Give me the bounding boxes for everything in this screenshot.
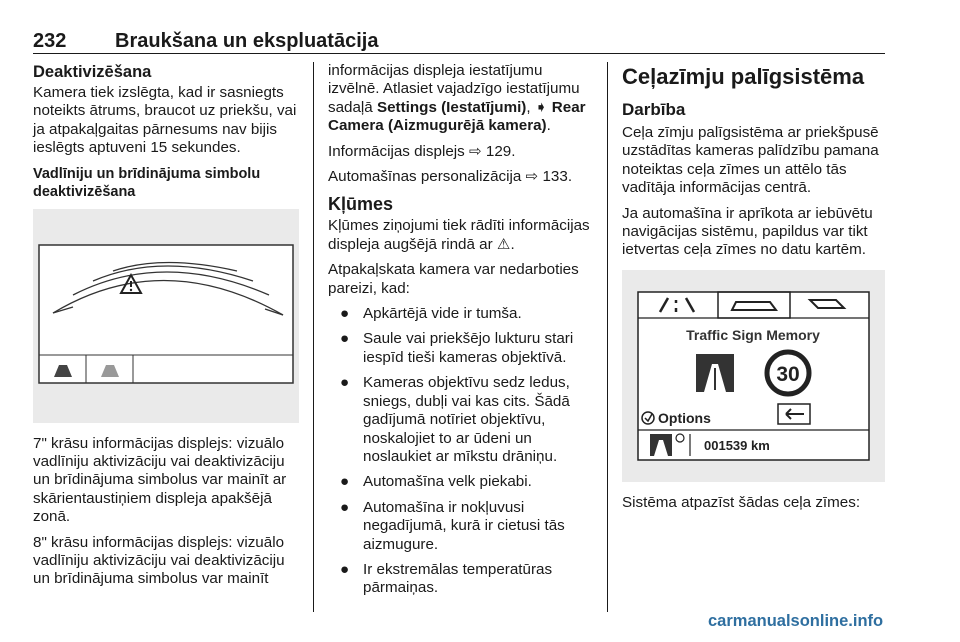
page-header [33,30,885,54]
arrow-right-icon: ➧ [534,98,548,116]
watermark: carmanualsonline.info [708,612,884,630]
paragraph: Kamera tiek izslēgta, kad ir sasniegts noteikts ātrums, braucot uz priekšu, vai ja atpakaļgaitas pārnesums nav bijis ieslēgts aptuveni 15 sekundes. [33,84,297,157]
list-item: ● Saule vai priekšējo lukturu stari iespīd tieši kameras objektīvā. [340,330,574,366]
list-item: ● Ir ekstremālas temperatūras pārmaiņas. [340,560,553,597]
paragraph: Ceļa zīmju palīgsistēma ar priekšpusē uzstādītas kameras palīdzību pamana noteiktas ceļa zīmes un attēlo tās vadītāja informācijas centrā. [622,124,879,197]
list-item: ● Automašīna ir nokļuvusi negadījumā, kurā ir cietusi tās aizmugure. [340,498,565,553]
cross-reference-personalisation: Automašīnas personalizācija ⇨ 133. [328,168,573,186]
column-3 [622,62,888,519]
subheading-guidelines: Vadlīniju un brīdinājuma simbolu deaktivizēšana [33,165,261,200]
section-heading-traffic-sign: Ceļazīmju palīgsistēma [622,64,865,89]
paragraph: Atpakaļskata kamera var nedarboties pareizi, kad: [328,261,579,297]
traffic-sign-memory-screen [622,270,885,482]
column-divider [607,62,608,612]
column-2 [328,62,594,605]
paragraph-settings: informācijas displeja iestatījumu izvēlnē. Atlasiet vajadzīgo iestatījumu sadaļā Settings (Iestatījumi), ➧ Rear Camera (Aizmugurējā kamera). [328,62,586,135]
section-heading-faults: Kļūmes [328,194,394,215]
subheading-operation: Darbība [622,100,686,119]
list-item: ● Automašīna velk piekabi. [340,473,532,491]
menu-path-settings: Settings (Iestatījumi) [376,98,527,116]
menu-path-rear-camera: Rear Camera (Aizmugurējā kamera) [328,98,586,135]
list-item: ● Kameras objektīvu sedz ledus, sniegs, dubļi vai kas cits. Šādā gadījumā notīriet objektīvu, noskalojiet to ar ūdeni un noslaukiet ar mīkstu drāniņu. [340,374,570,465]
page-title: Braukšana un ekspluatācija [115,30,379,52]
motorway-small-icon [650,434,672,456]
rear-camera-display-illustration [33,209,299,423]
fault-conditions-list [340,305,594,598]
traffic-sign-display-illustration [622,270,885,482]
paragraph: Sistēma atpazīst šādas ceļa zīmes: [622,493,861,511]
paragraph: Kļūmes ziņojumi tiek rādīti informācijas displeja augšējā rindā ar ⚠. [328,217,590,253]
cross-reference-info-display: Informācijas displejs ⇨ 129. [328,142,516,160]
section-heading-deactivation: Deaktivizēšana [33,63,152,81]
page-number: 232 [33,30,67,52]
motorway-sign-icon [696,354,734,392]
rear-camera-guidelines-graphic [33,209,299,423]
paragraph: 8" krāsu informācijas displejs: vizuālo vadlīniju aktivizāciju vai deaktivizāciju un brīdinājuma simbolus var mainīt [33,533,285,588]
display-title: Traffic Sign Memory [686,326,820,343]
speed-limit-value: 30 [776,362,800,386]
back-arrow-icon [778,404,810,424]
column-1 [33,62,299,596]
speed-limit-sign-icon [767,352,809,394]
list-item: ● Apkārtējā vide ir tumša. [340,305,522,323]
odometer-reading: 001539 km [704,437,770,453]
paragraph: Ja automašīna ir aprīkota ar iebūvētu navigācijas sistēmu, papildus var tikt ietvertas ceļa zīmes no datu kartēm. [622,204,873,259]
options-label: Options [658,409,711,426]
paragraph: 7" krāsu informācijas displejs: vizuālo vadlīniju aktivizāciju vai deaktivizāciju un brīdinājuma simbolus var mainīt ar skārientaustiņiem displeja apakšējā zonā. [33,434,287,526]
column-divider [313,62,314,612]
